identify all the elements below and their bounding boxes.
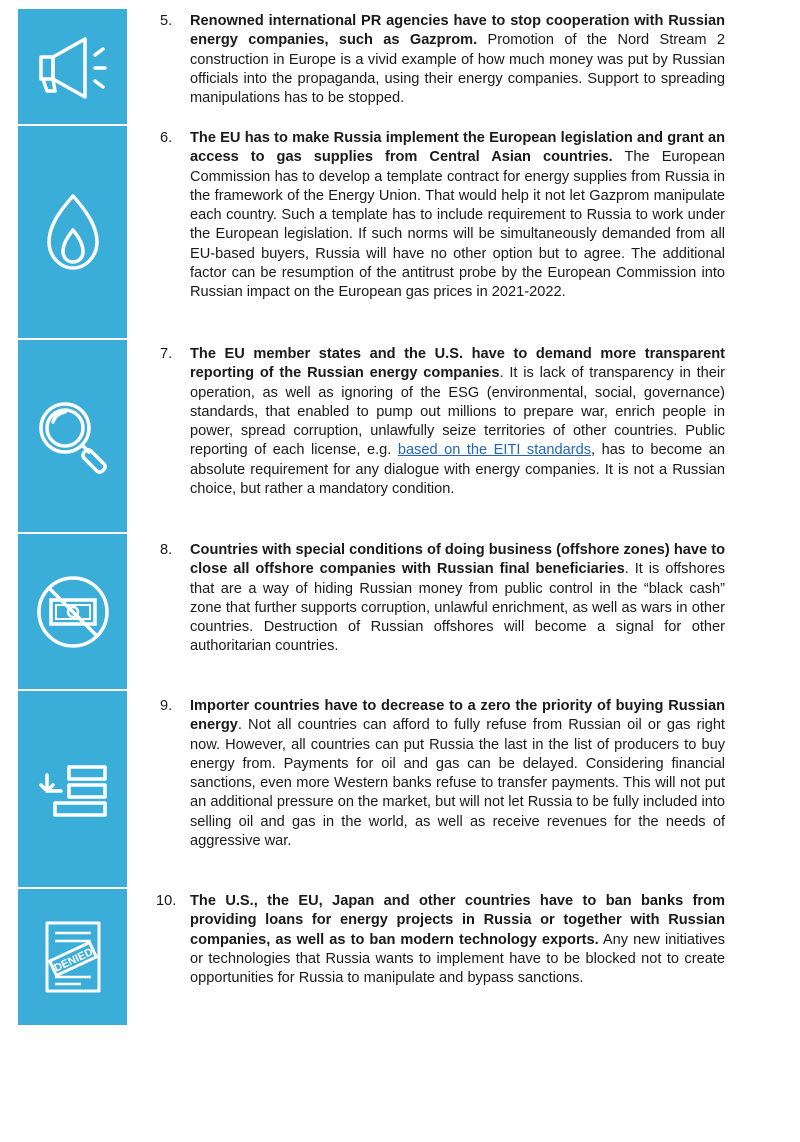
svg-text:DENIED: DENIED bbox=[51, 946, 95, 975]
item-text: , has to become an absolute requirement for any dialogue with energy companies. It is not a Russian choice, but rather a mandatory condition. bbox=[190, 442, 725, 498]
item-paragraph bbox=[190, 129, 725, 303]
sidebar-tile bbox=[18, 691, 127, 887]
denied-stamp-icon bbox=[31, 915, 115, 999]
item-text: Any new initiatives or technologies that Russia wants to implement have to be blocked not to create opportunities for Russia to manipulate and bypass sanctions. bbox=[190, 931, 725, 987]
item-text: . Not all countries can afford to fully refuse from Russian oil or gas right now. However, all countries can put Russia the last in the list of producers to buy energy from. Payments for oil and gas can be delayed. Considering financial sanctions, even more Western banks refuse to transfer payments. This will not put an additional pressure on the market, but will not let Russia to be fully included into selling oil and gas in the world, as well as receive revenues for the needs of aggressive war. bbox=[190, 717, 725, 850]
item-number: 8. bbox=[160, 542, 173, 558]
item-lead: Importer countries have to decrease to a zero the priority of buying Russian energy bbox=[190, 698, 725, 734]
sidebar-tile bbox=[18, 9, 127, 124]
sidebar-tile bbox=[18, 340, 127, 532]
item-paragraph bbox=[190, 892, 725, 988]
item-lead: The EU has to make Russia implement the European legislation and grant an access to gas supplies from Central Asian countries. bbox=[190, 130, 725, 166]
item-lead: Countries with special conditions of doing business (offshore zones) have to close all offshore companies with Russian final beneficiaries bbox=[190, 542, 725, 578]
item-text: The European Commission has to develop a template contract for energy supplies from Russia in the framework of the Energy Union. That would help it not let Gazprom manipulate each country. Such a template has to include requirement to Russia to work under the European legislation. If such norms will be simultaneously demanded from all EU-based buyers, Russia will have no other option but to agree. The additional factor can be resumption of the antitrust probe by the European Commission into Russian impact on the European gas prices in 2021-2022. bbox=[190, 149, 725, 301]
megaphone-icon bbox=[31, 25, 115, 109]
eiti-standards-link[interactable]: based on the EITI standards bbox=[397, 442, 592, 459]
magnifier-icon bbox=[31, 394, 115, 478]
item-text: . It is lack of transparency in their operation, as well as ignoring of the ESG (environmental, social, governance) standards, that enabled to pump out millions to prepare war, enrich people in power, spread corruption, unlawfully seize territories of other countries. Public reporting of each license, e.g. bbox=[190, 365, 725, 459]
list-item bbox=[162, 12, 725, 108]
list-item bbox=[162, 129, 725, 303]
gas-flame-icon bbox=[31, 190, 115, 274]
list-sort-icon bbox=[31, 747, 115, 831]
item-text: . It is offshores that are a way of hiding Russian money from public control in the “black cash” zone that further supports corruption, unlawful enrichment, as well as wars in other countries. Destruction of Russian offshores will become a signal for other authoritarian countries. bbox=[190, 561, 725, 655]
item-number: 6. bbox=[160, 130, 173, 146]
item-number: 7. bbox=[160, 346, 173, 362]
item-lead: The U.S., the EU, Japan and other countries have to ban banks from providing loans for energy projects in Russia or together with Russian companies, as well as to ban modern technology exports. bbox=[190, 893, 725, 948]
sidebar-tile bbox=[18, 534, 127, 689]
item-paragraph bbox=[190, 541, 725, 657]
item-lead: Renowned international PR agencies have to stop cooperation with Russian energy companies, such as Gazprom. bbox=[190, 13, 725, 49]
item-lead: The EU member states and the U.S. have to demand more transparent reporting of the Russian energy companies bbox=[190, 346, 725, 382]
list-item bbox=[162, 697, 725, 851]
item-paragraph bbox=[190, 345, 725, 499]
item-paragraph bbox=[190, 12, 725, 108]
sidebar-tile bbox=[18, 126, 127, 338]
item-number: 5. bbox=[160, 13, 173, 29]
list-item bbox=[162, 541, 725, 657]
no-money-icon bbox=[31, 570, 115, 654]
item-paragraph bbox=[190, 697, 725, 851]
item-number: 10. bbox=[156, 893, 177, 909]
sidebar-tile bbox=[18, 889, 127, 1025]
list-item bbox=[156, 892, 725, 988]
item-text: Promotion of the Nord Stream 2 construction in Europe is a vivid example of how much money was put by Russian officials into the propaganda, using their energy companies. Support to spreading manipulations has to be stopped. bbox=[190, 32, 726, 107]
item-number: 9. bbox=[160, 698, 173, 714]
list-item bbox=[162, 345, 725, 499]
